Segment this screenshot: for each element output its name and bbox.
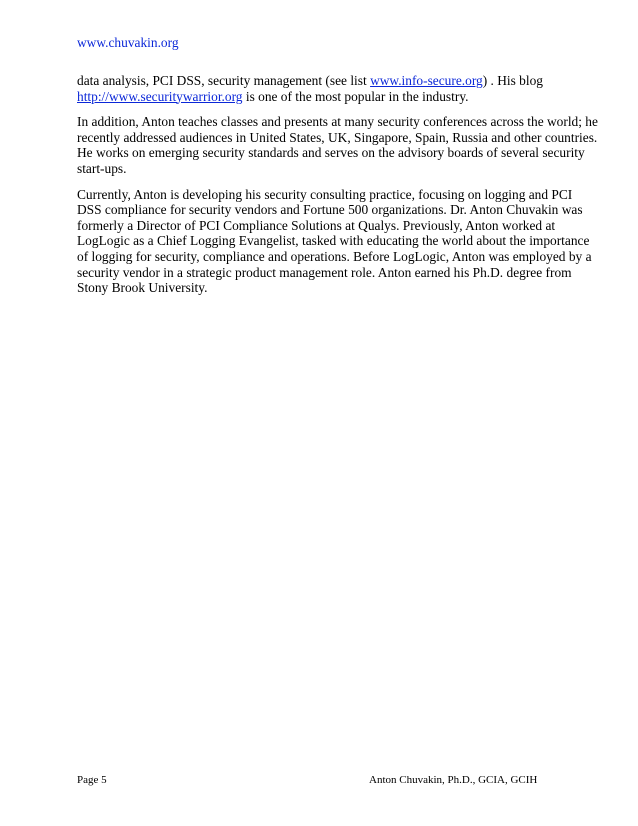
line-1-text-before: data analysis, PCI DSS, security management (see list	[77, 73, 371, 88]
paragraph-line: security vendor in a strategic product management role. Anton earned his Ph.D. degree from	[77, 264, 572, 280]
paragraph-line: In addition, Anton teaches classes and presents at many security conferences across the world; he	[77, 114, 598, 130]
line-2-text-after: is one of the most popular in the industry.	[242, 88, 469, 104]
paragraph-line: recently addressed audiences in United States, UK, Singapore, Spain, Russia and other countries.	[77, 129, 598, 145]
paragraph-line: DSS compliance for security vendors and Fortune 500 organizations. Dr. Anton Chuvakin was	[77, 202, 583, 218]
line-1-text-after: ) . His blog	[482, 73, 543, 88]
securitywarrior-link[interactable]: http://www.securitywarrior.org	[77, 88, 243, 104]
paragraph-blog	[77, 73, 577, 104]
paragraph-line: of logging for security, compliance and operations. Before LogLogic, Anton was employed by a	[77, 248, 592, 264]
paragraph-blog-line-1	[77, 73, 577, 89]
paragraph-line: He works on emerging security standards and serves on the advisory boards of several security	[77, 145, 585, 161]
paragraph-line: LogLogic as a Chief Logging Evangelist, tasked with educating the world about the importance	[77, 233, 590, 249]
paragraph-career	[77, 186, 592, 296]
info-secure-link[interactable]: www.info-secure.org	[370, 73, 483, 88]
paragraph-conferences	[77, 114, 598, 176]
paragraph-line: start-ups.	[77, 160, 127, 176]
paragraph-blog-line-2	[77, 89, 577, 105]
paragraph-line: Stony Brook University.	[77, 280, 208, 296]
footer-page-number: Page 5	[77, 774, 107, 786]
paragraph-line: formerly a Director of PCI Compliance Solutions at Qualys. Previously, Anton worked at	[77, 217, 556, 233]
footer-author: Anton Chuvakin, Ph.D., GCIA, GCIH	[369, 774, 538, 786]
paragraph-line: Currently, Anton is developing his security consulting practice, focusing on logging and PCI	[77, 186, 573, 202]
header-site-link[interactable]: www.chuvakin.org	[77, 35, 179, 50]
body-text	[77, 73, 598, 306]
